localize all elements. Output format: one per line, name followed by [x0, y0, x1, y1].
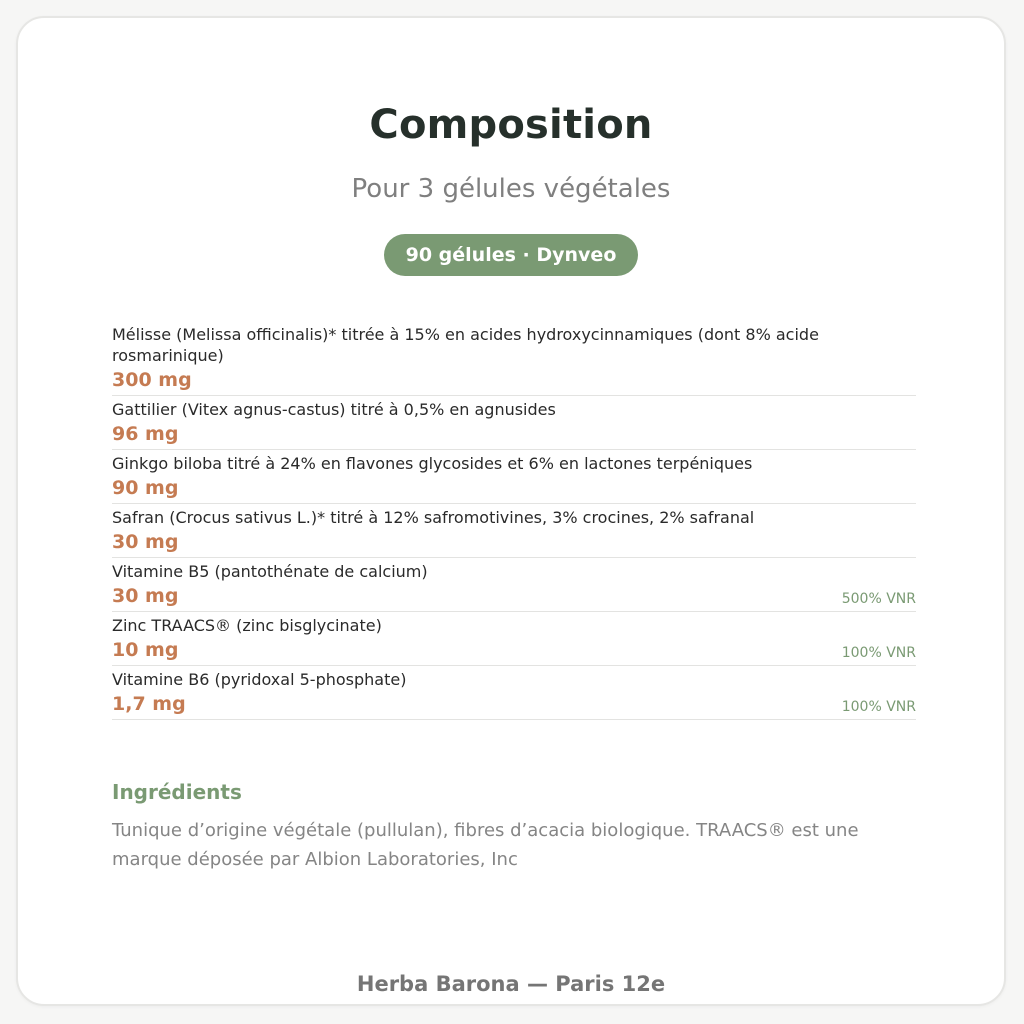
- footer-signature: Herba Barona — Paris 12e: [356, 972, 666, 996]
- composition-row: [112, 504, 916, 558]
- ingredient-name: Gattilier (Vitex agnus-castus) titré à 0,5% en agnusides: [112, 400, 556, 419]
- ingredient-name: Mélisse (Melissa officinalis)* titrée à 15% en acides hydroxycinnamiques (dont 8% acide rosmarinique): [112, 325, 819, 365]
- ingredient-name: Zinc TRAACS® (zinc bisglycinate): [112, 616, 382, 635]
- ingredient-amount: 10 mg: [112, 639, 179, 661]
- composition-row: [112, 321, 916, 396]
- composition-row: [112, 666, 916, 720]
- composition-list: [112, 321, 916, 720]
- ingredient-name: Ginkgo biloba titré à 24% en flavones glycosides et 6% en lactones terpéniques: [112, 454, 753, 473]
- ingredients-heading: Ingrédients: [112, 780, 242, 804]
- ingredient-vnr: 100% VNR: [841, 645, 916, 661]
- ingredient-amount: 300 mg: [112, 369, 192, 391]
- ingredient-amount: 30 mg: [112, 585, 179, 607]
- ingredient-amount: 96 mg: [112, 423, 179, 445]
- composition-row: [112, 396, 916, 450]
- ingredients-text: Tunique d’origine végétale (pullulan), fibres d’acacia biologique. TRAACS® est une marque déposée par Albion Laboratories, Inc: [112, 820, 859, 870]
- ingredient-name: Safran (Crocus sativus L.)* titré à 12% safromotivines, 3% crocines, 2% safranal: [112, 508, 755, 527]
- page-subtitle: Pour 3 gélules végétales: [351, 174, 671, 204]
- badge-container: [18, 234, 1004, 276]
- ingredient-amount: 90 mg: [112, 477, 179, 499]
- page-title: Composition: [369, 102, 653, 148]
- composition-row: [112, 612, 916, 666]
- ingredient-vnr: 100% VNR: [841, 699, 916, 715]
- ingredient-amount: 1,7 mg: [112, 693, 186, 715]
- composition-row: [112, 450, 916, 504]
- composition-card: [16, 16, 1006, 1006]
- product-badge: 90 gélules · Dynveo: [384, 234, 639, 276]
- ingredient-name: Vitamine B6 (pyridoxal 5-phosphate): [112, 670, 407, 689]
- ingredient-vnr: 500% VNR: [841, 591, 916, 607]
- ingredient-amount: 30 mg: [112, 531, 179, 553]
- composition-row: [112, 558, 916, 612]
- ingredient-name: Vitamine B5 (pantothénate de calcium): [112, 562, 428, 581]
